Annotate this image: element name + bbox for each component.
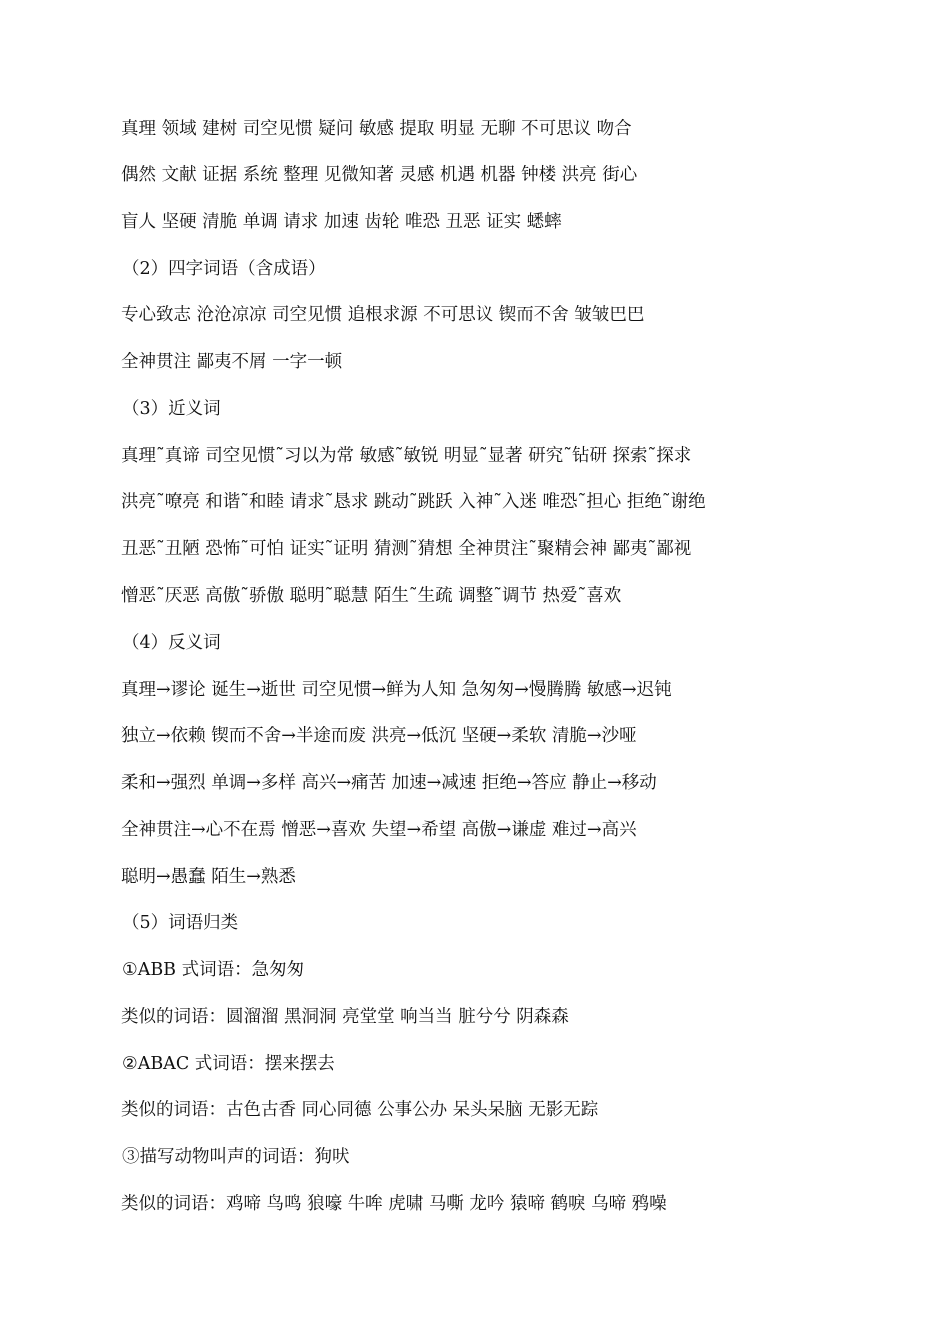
four-character-line-2: 全神贯注 鄙夷不屑 一字一顿 xyxy=(121,352,343,372)
synonym-line-4: 憎恶˜厌恶 高傲˜骄傲 聪明˜聪慧 陌生˜生疏 调整˜调节 热爱˜喜欢 xyxy=(121,586,622,606)
abb-examples: 类似的词语：圆溜溜 黑洞洞 亮堂堂 响当当 脏兮兮 阴森森 xyxy=(121,1007,569,1027)
abb-heading: ①ABB 式词语：急匆匆 xyxy=(122,960,305,980)
antonym-line-3: 柔和→强烈 单调→多样 高兴→痛苦 加速→减速 拒绝→答应 静止→移动 xyxy=(121,773,657,793)
four-character-line-1: 专心致志 沧沧凉凉 司空见惯 追根求源 不可思议 锲而不舍 皱皱巴巴 xyxy=(121,305,645,325)
section-heading-four-character-words: （2）四字词语（含成语） xyxy=(122,259,326,279)
word-line-2: 偶然 文献 证据 系统 整理 见微知著 灵感 机遇 机器 钟楼 洪亮 街心 xyxy=(121,165,638,185)
synonym-line-2: 洪亮˜嘹亮 和谐˜和睦 请求˜恳求 跳动˜跳跃 入神˜入迷 唯恐˜担心 拒绝˜谢绝 xyxy=(121,492,706,512)
antonym-line-4: 全神贯注→心不在焉 憎恶→喜欢 失望→希望 高傲→谦虚 难过→高兴 xyxy=(121,820,637,840)
word-line-1: 真理 领域 建树 司空见惯 疑问 敏感 提取 明显 无聊 不可思议 吻合 xyxy=(121,119,632,139)
antonym-line-2: 独立→依赖 锲而不舍→半途而废 洪亮→低沉 坚硬→柔软 清脆→沙哑 xyxy=(121,726,637,746)
animal-sound-heading: ③描写动物叫声的词语：狗吠 xyxy=(122,1147,350,1167)
synonym-line-1: 真理˜真谛 司空见惯˜习以为常 敏感˜敏锐 明显˜显著 研究˜钻研 探索˜探求 xyxy=(121,446,692,466)
animal-sound-examples: 类似的词语：鸡啼 鸟鸣 狼嚎 牛哞 虎啸 马嘶 龙吟 猿啼 鹤唳 乌啼 鸦噪 xyxy=(121,1194,667,1214)
abac-examples: 类似的词语：古色古香 同心同德 公事公办 呆头呆脑 无影无踪 xyxy=(121,1100,599,1120)
synonym-line-3: 丑恶˜丑陋 恐怖˜可怕 证实˜证明 猜测˜猜想 全神贯注˜聚精会神 鄙夷˜鄙视 xyxy=(121,539,692,559)
antonym-line-5: 聪明→愚蠢 陌生→熟悉 xyxy=(121,867,296,887)
section-heading-antonyms: （4）反义词 xyxy=(122,633,221,653)
section-heading-word-classification: （5）词语归类 xyxy=(122,913,239,933)
word-line-3: 盲人 坚硬 清脆 单调 请求 加速 齿轮 唯恐 丑恶 证实 蟋蟀 xyxy=(121,212,562,232)
antonym-line-1: 真理→谬论 诞生→逝世 司空见惯→鲜为人知 急匆匆→慢腾腾 敏感→迟钝 xyxy=(121,680,672,700)
section-heading-synonyms: （3）近义词 xyxy=(122,399,221,419)
abac-heading: ②ABAC 式词语：摆来摆去 xyxy=(122,1054,335,1074)
